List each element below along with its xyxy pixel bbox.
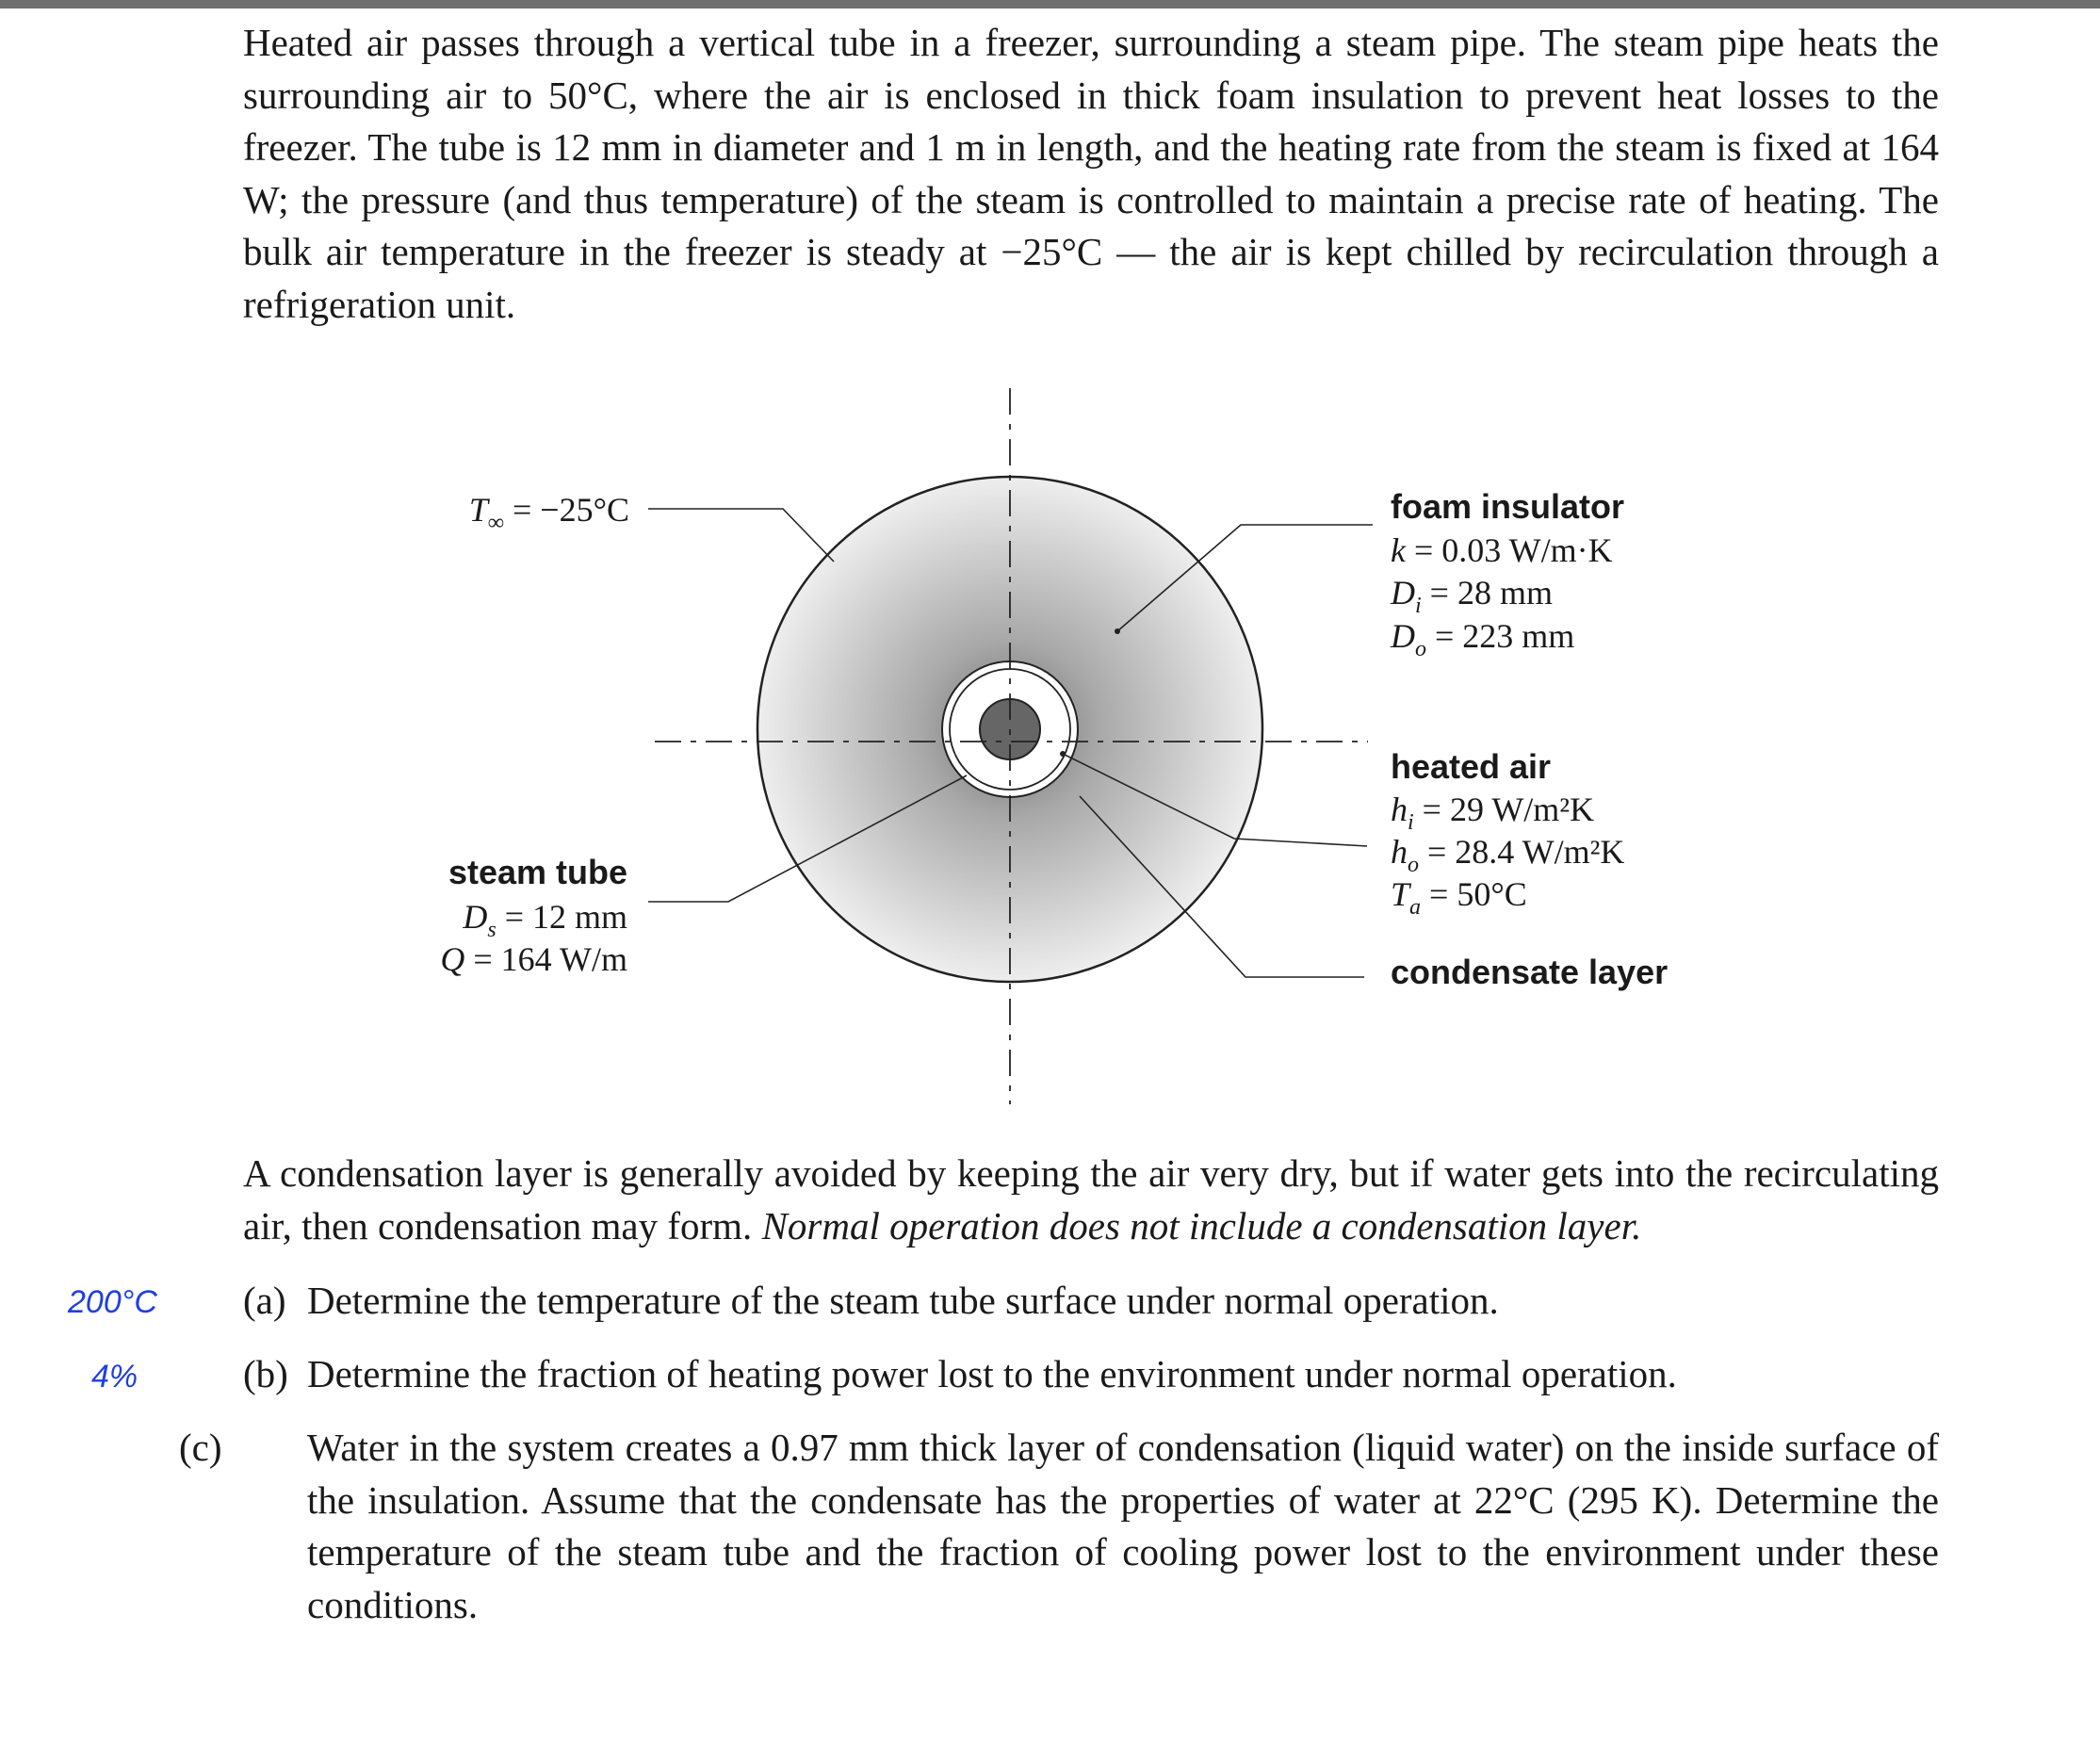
question-b [243,1348,1677,1401]
question-c [179,1422,1939,1631]
t-inf-leader [648,509,834,562]
question-c-label: (c) [179,1426,222,1469]
intro-paragraph: Heated air passes through a vertical tube in a freezer, surrounding a steam pipe. The steam pipe heats the surrounding air to 50°C, where the air is enclosed in thick foam insulation to prevent heat losses to the freezer. The tube is 12 mm in diameter and 1 m in length, and the heating rate from the steam is fixed at 164 W; the pressure (and thus temperature) of the steam is controlled to maintain a precise rate of heating. The bulk air temperature in the freezer is steady at −25°C — the air is kept chilled by recirculation through a refrigeration unit. [243,21,1939,326]
answer-b: 4% [91,1359,138,1394]
normal-operation-note: Normal operation does not include a condensation layer. [761,1203,1642,1248]
answer-a: 200°C [68,1284,157,1320]
air-leader-dot [1060,751,1066,757]
question-c-text: Water in the system creates a 0.97 mm thick layer of condensation (liquid water) on the inside surface of the insulation. Assume that the condensate has the properties of water at 22°C (295 K). Determine the temperature of the steam tube and the fraction of cooling power lost to the environment under these conditions. [307,1426,1939,1626]
question-a-label: (a) [243,1279,286,1322]
steam-q-label: Q = 164 W/m [440,940,627,978]
steam-ds-label: $D_s = 12$ mm [463,898,627,942]
question-b-label: (b) [243,1352,288,1395]
air-ho-label: $h_o = 28.4$ W/m²K [1391,833,1625,877]
air-hi-label: $h_i = 29$ W/m²K [1391,791,1595,835]
foam-do-label: $D_o = 223$ mm [1391,617,1575,661]
condensation-text: A condensation layer is generally avoided by keeping the air very dry, but if water gets into the recirculating air, then condensation may form. [243,1151,1939,1248]
foam-k-label: k = 0.03 W/m·K [1391,531,1613,569]
foam-leader-dot [1115,628,1120,634]
steam-tube-title: steam tube [448,853,627,891]
question-a [243,1275,1499,1328]
condensation-paragraph [243,1148,1939,1252]
t-inf-label: $T_\infty = -25^\circ C$ [468,491,629,535]
condensate-layer-title: condensate layer [1391,953,1669,991]
heated-air-title: heated air [1391,747,1552,786]
question-a-text: Determine the temperature of the steam tube surface under normal operation. [307,1279,1499,1322]
foam-di-label: $D_i = 28$ mm [1391,574,1553,618]
foam-insulator-title: foam insulator [1391,487,1625,526]
air-ta-label: $T_a = 50^\circ C$ [1391,875,1527,920]
question-b-text: Determine the fraction of heating power lost to the environment under normal operation. [307,1352,1677,1395]
